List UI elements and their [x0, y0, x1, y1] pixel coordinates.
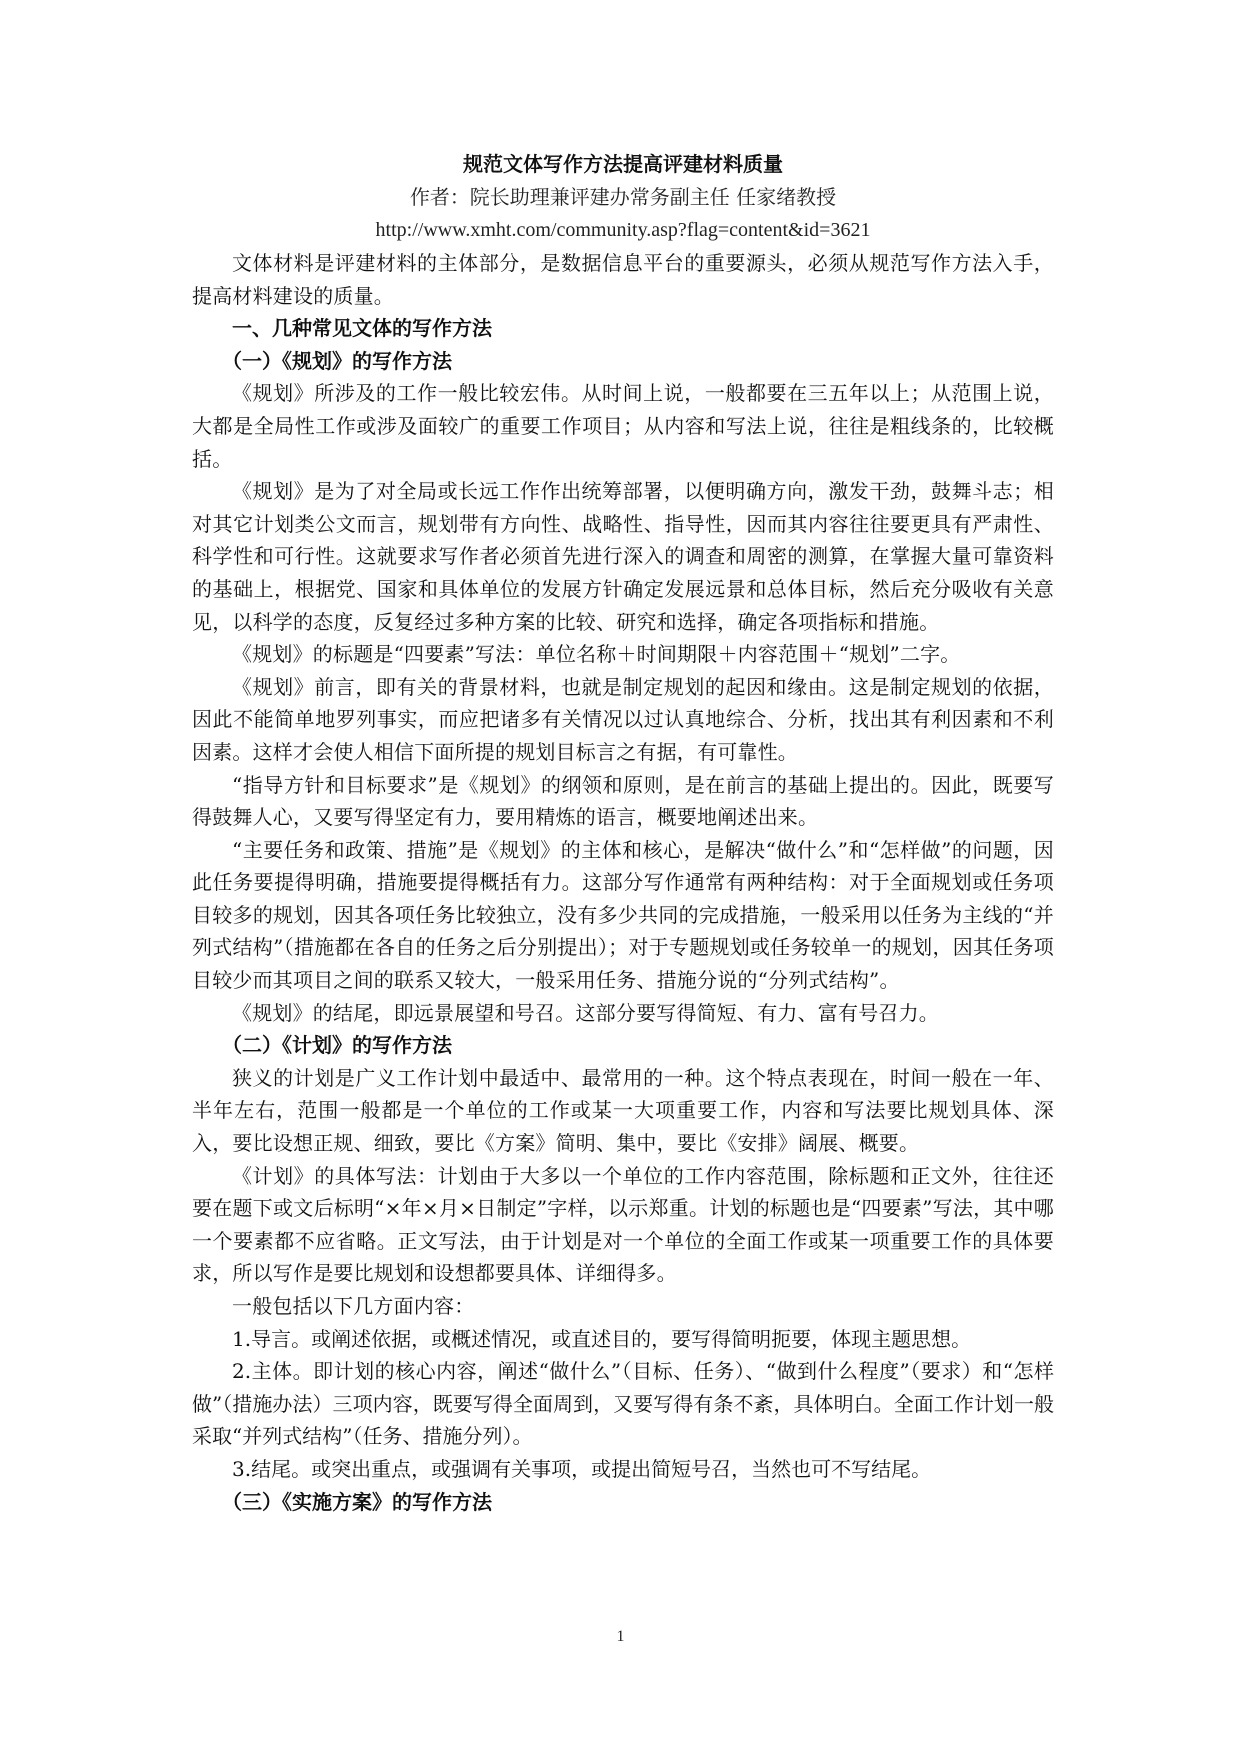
- paragraph: 一般包括以下几方面内容：: [232, 1294, 475, 1318]
- list-item: 3.结尾。或突出重点，或强调有关事项，或提出简短号召，当然也可不写结尾。: [232, 1456, 932, 1481]
- subsection-heading-jihua: （二）《计划》的写作方法: [222, 1033, 452, 1058]
- paragraph: 狭义的计划是广义工作计划中最适中、最常用的一种。这个特点表现在，时间一般在一年、半年左右，范围一般都是一个单位的工作或某一大项重要工作，内容和写法要比规划具体、深入，要比设想正规、细致，要比《方案》简明、集中，要比《安排》阔展、概要。: [192, 1065, 1054, 1156]
- paragraph: 《规划》前言，即有关的背景材料，也就是制定规划的起因和缘由。这是制定规划的依据，因此不能简单地罗列事实，而应把诸多有关情况以过认真地综合、分析，找出其有利因素和不利因素。这样才会使人相信下面所提的规划目标言之有据，有可靠性。: [192, 674, 1054, 764]
- paragraph: 《规划》的标题是“四要素”写法：单位名称＋时间期限＋内容范围＋“规划”二字。: [232, 642, 961, 667]
- subsection-heading-plan: （一）《规划》的写作方法: [222, 348, 452, 373]
- paragraph: 《计划》的具体写法：计划由于大多以一个单位的工作内容范围，除标题和正文外，往往还要在题下或文后标明“×年×月×日制定”字样，以示郑重。计划的标题也是“四要素”写法，其中哪一个要素都不应省略。正文写法，由于计划是对一个单位的全面工作或某一项重要工作的具体要求，所以写作是要比规划和设想都要具体、详细得多。: [192, 1163, 1054, 1286]
- source-url: http://www.xmht.com/community.asp?flag=content&id=3621: [375, 219, 871, 241]
- list-item: 1.导言。或阐述依据，或概述情况，或直述目的，要写得简明扼要，体现主题思想。: [232, 1326, 972, 1351]
- section-heading-1: 一、几种常见文体的写作方法: [232, 316, 492, 341]
- intro-paragraph: 文体材料是评建材料的主体部分，是数据信息平台的重要源头，必须从规范写作方法入手，提高材料建设的质量。: [192, 251, 1054, 308]
- paragraph: “主要任务和政策、措施”是《规划》的主体和核心，是解决“做什么”和“怎样做”的问题，因此任务要提得明确，措施要提得概括有力。这部分写作通常有两种结构：对于全面规划或任务项目较多的规划，因其各项任务比较独立，没有多少共同的完成措施，一般采用以任务为主线的“并列式结构”（措施都在各自的任务之后分别提出）；对于专题规划或任务较单一的规划，因其任务项目较少而其项目之间的联系又较大，一般采用任务、措施分说的“分列式结构”。: [192, 837, 1054, 993]
- author-line: 作者：院长助理兼评建办常务副主任 任家绪教授: [409, 185, 837, 209]
- paragraph: 《规划》是为了对全局或长远工作作出统筹部署，以便明确方向，激发干劲，鼓舞斗志；相对其它计划类公文而言，规划带有方向性、战略性、指导性，因而其内容往往要更具有严肃性、科学性和可行性。这就要求写作者必须首先进行深入的调查和周密的测算，在掌握大量可靠资料的基础上，根据党、国家和具体单位的发展方针确定发展远景和总体目标，然后充分吸收有关意见，以科学的态度，反复经过多种方案的比较、研究和选择，确定各项指标和措施。: [192, 479, 1054, 634]
- paragraph: 《规划》所涉及的工作一般比较宏伟。从时间上说，一般都要在三五年以上；从范围上说，大都是全局性工作或涉及面较广的重要工作项目；从内容和写法上说，往往是粗线条的，比较概括。: [192, 381, 1054, 471]
- paragraph: 《规划》的结尾，即远景展望和号召。这部分要写得简短、有力、富有号召力。: [232, 1000, 939, 1025]
- paragraph: “指导方针和目标要求”是《规划》的纲领和原则，是在前言的基础上提出的。因此，既要写得鼓舞人心，又要写得坚定有力，要用精炼的语言，概要地阐述出来。: [192, 772, 1054, 830]
- document-body: [192, 148, 1054, 1518]
- document-title: 规范文体写作方法提高评建材料质量: [463, 152, 783, 176]
- page-number: 1: [616, 1628, 625, 1645]
- list-item: 2.主体。即计划的核心内容，阐述“做什么”（目标、任务）、“做到什么程度”（要求）和“怎样做”（措施办法）三项内容，既要写得全面周到，又要写得有条不紊，具体明白。全面工作计划一般采取“并列式结构”（任务、措施分列）。: [192, 1359, 1054, 1449]
- subsection-heading-implementation: （三）《实施方案》的写作方法: [222, 1489, 492, 1514]
